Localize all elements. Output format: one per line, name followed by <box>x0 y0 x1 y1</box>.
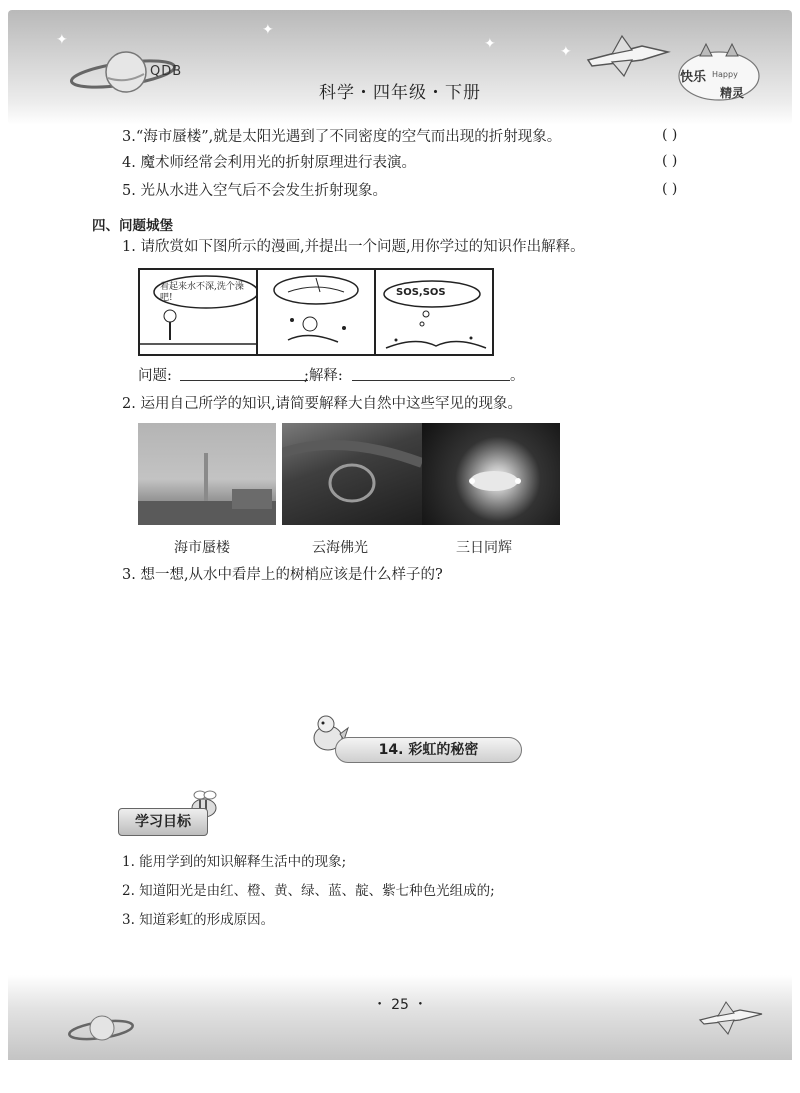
badge-second-text: 精灵 <box>720 86 745 100</box>
lesson-title: 14. 彩虹的秘密 <box>335 737 522 763</box>
sparkle-icon: ✦ <box>484 36 496 52</box>
answer-blank-question[interactable] <box>180 380 308 381</box>
logo-text: QDB <box>150 64 183 79</box>
photo-caption: 云海佛光 <box>312 540 368 556</box>
question-1: 1. 请欣赏如下图所示的漫画,并提出一个问题,用你学过的知识作出解释。 <box>122 239 585 255</box>
space-shuttle-icon <box>582 30 674 80</box>
answer-paren: ( ) <box>662 153 678 169</box>
goal-item-3: 3. 知道彩虹的形成原因。 <box>122 912 275 928</box>
answer-label-explanation: ;解释: <box>304 368 343 384</box>
judgement-item-3: 3.“海市蜃楼”,就是太阳光遇到了不同密度的空气而出现的折射现象。 <box>122 129 562 145</box>
page-number: ・ 25 ・ <box>372 997 428 1013</box>
answer-paren: ( ) <box>662 127 678 143</box>
badge-small-text: Happy <box>712 70 738 79</box>
section-heading: 四、问题城堡 <box>92 218 173 234</box>
space-shuttle-icon <box>696 998 766 1038</box>
goal-item-1: 1. 能用学到的知识解释生活中的现象; <box>122 854 347 870</box>
sparkle-icon: ✦ <box>262 22 274 38</box>
judgement-item-5: 5. 光从水进入空气后不会发生折射现象。 <box>122 183 387 199</box>
photo-three-suns <box>422 423 560 525</box>
speech-bubble-text: 看起来水不深,洗个澡吧! <box>160 282 244 303</box>
answer-label-question: 问题: <box>138 368 172 384</box>
badge-main-text: 快乐 <box>680 70 707 85</box>
comic-panel-2 <box>258 270 376 354</box>
sparkle-icon: ✦ <box>56 32 68 48</box>
photo-caption: 海市蜃楼 <box>174 540 230 556</box>
answer-paren: ( ) <box>662 181 678 197</box>
speech-bubble-text: SOS,SOS <box>396 287 446 298</box>
planet-icon <box>66 1008 136 1048</box>
page-title: 科学・四年级・下册 <box>319 83 481 103</box>
comic-strip <box>138 268 494 356</box>
comic-panel-3 <box>376 270 492 354</box>
photo-caption: 三日同辉 <box>456 540 512 556</box>
judgement-item-4: 4. 魔术师经常会利用光的折射原理进行表演。 <box>122 155 416 171</box>
question-3: 3. 想一想,从水中看岸上的树梢应该是什么样子的? <box>122 567 443 583</box>
answer-end-mark: 。 <box>510 368 525 384</box>
goal-item-2: 2. 知道阳光是由红、橙、黄、绿、蓝、靛、紫七种色光组成的; <box>122 883 495 899</box>
photo-mirage <box>138 423 276 525</box>
question-2: 2. 运用自己所学的知识,请简要解释大自然中这些罕见的现象。 <box>122 396 523 412</box>
comic-panel-1 <box>140 270 258 354</box>
sparkle-icon: ✦ <box>560 44 572 60</box>
learning-goals-label: 学习目标 <box>118 808 208 836</box>
answer-blank-explanation[interactable] <box>352 380 510 381</box>
photo-cloud-sea-halo <box>282 423 422 525</box>
